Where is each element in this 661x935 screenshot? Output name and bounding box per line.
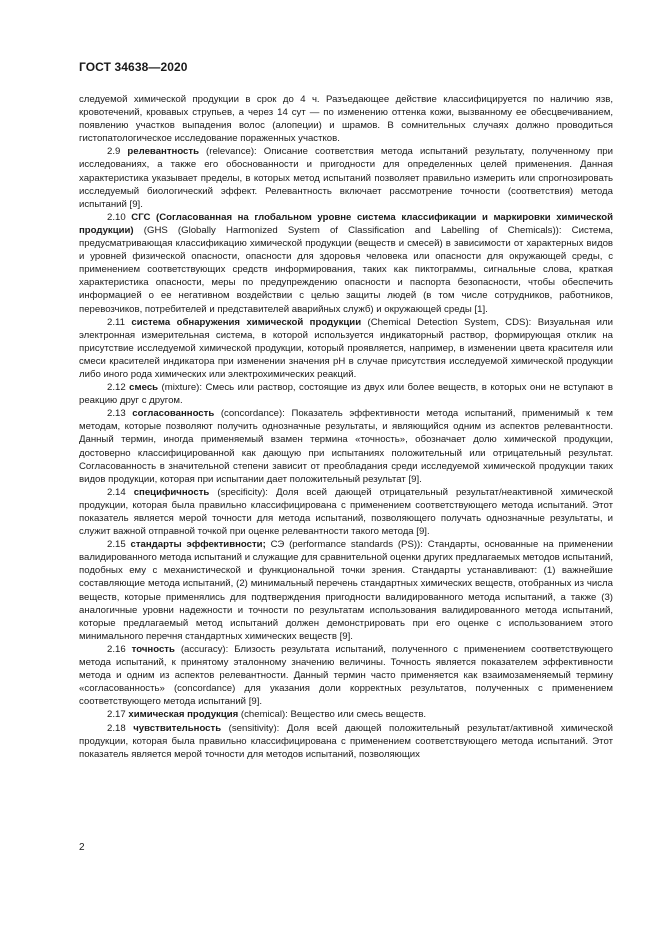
clause-number: 2.17: [107, 709, 126, 721]
standard-header: ГОСТ 34638—2020: [79, 60, 188, 74]
term-definition: [79, 486, 613, 538]
term-definition: [79, 316, 613, 381]
definition-text: (Chemical Detection System, CDS): Визуальная или электронная измерительная система, в которой используется индикаторный раствор, формирующая отклик на присутствие исследуемой химической продукции, который проявляется, например, в изменении цвета красителя или смеси красителей индикатора при изменении значения pH в случае присутствия исследуемой химической продукции либо иного рода химических или электрохимических реакций.: [79, 316, 613, 380]
term-definition: [79, 708, 613, 721]
document-body: [79, 93, 613, 761]
term-definition: [79, 145, 613, 210]
clause-number: 2.13: [107, 408, 126, 420]
term-name: точность: [131, 643, 175, 655]
term-definition: [79, 211, 613, 316]
term-name: СГС (Согласованная на глобальном уровне система классификации и маркировки химической продукции): [79, 211, 613, 236]
term-name: специфичность: [133, 486, 210, 498]
term-definition: [79, 722, 613, 761]
clause-number: 2.10: [107, 211, 126, 223]
term-name: релевантность: [127, 146, 199, 158]
term-definition: [79, 407, 613, 486]
definition-text: следуемой химической продукции в срок до 4 ч. Разъедающее действие классифицируется по наличию язв, кровотечений, кровавых струпьев, а через 14 сут — по изменению оттенка кожи, вызванному ее обесцвечиванием, появлению участков выпадения волос (алопеции) и шрамов. В сомнительных случаях должно проводиться гистопатологическое исследование пораженных участков.: [79, 94, 613, 145]
clause-number: 2.18: [107, 722, 126, 734]
definition-text: (specificity): Доля всей дающей отрицательный результат/неактивной химической продукции, которая была правильно классифицирована с применением соответствующего метода испытаний. Этот показатель является мерой точности для метода испытаний, позволяющего получать однозначные результаты, и служит важной отправной точкой при оценке релевантности такого метода [9].: [79, 486, 613, 538]
definition-text: СЭ (performance standards (PS)): Стандарты, основанные на применении валидированного метода испытаний и служащие для сравнительной оценки других предлагаемых методов испытаний, подобных ему с механистической и функциональной точки зрения. Стандарты устанавливают: (1) важнейшие составляющие метода испытаний, (2) минимальный перечень стандартных химических веществ, отобранных из числа веществ, которые применялись для подтверждения пригодности валидированного метода испытаний, а также (3) аналогичные уровни надежности и точности по результатам использования валидированного метода испытаний, которые предлагаемый метод испытаний должен демонстрировать при его оценке с использованием этого минимального перечня стандартных химических веществ [9].: [79, 539, 613, 642]
term-name: согласованность: [132, 408, 215, 420]
term-definition: [79, 381, 613, 407]
term-name: чувствительность: [133, 722, 222, 734]
definition-text: (mixture): Смесь или раствор, состоящие из двух или более веществ, в которых они не вступают в реакцию друг с другом.: [79, 382, 613, 407]
clause-number: 2.11: [107, 316, 125, 328]
clause-number: 2.15: [107, 539, 126, 551]
term-definition: [79, 643, 613, 708]
term-name: стандарты эффективности;: [130, 539, 266, 551]
definition-text: (sensitivity): Доля всей дающей положительный результат/активной химической продукции, которая была правильно классифицирована с применением соответствующего метода испытаний. Этот показатель является мерой точности для методов испытаний, позволяющих: [79, 722, 613, 760]
term-name: смесь: [129, 382, 159, 394]
term-name: химическая продукция: [128, 709, 239, 721]
definition-text: (GHS (Globally Harmonized System of Classification and Labelling of Chemicals)): Система, предусматривающая классификацию химической продукции (веществ и смесей) в зависимости от характерных видов и уровней физической опасности, опасности для здоровья человека или опасности для окружающей среды, с применением соответствующих средств информирования, таких как пиктограммы, сигнальные слова, краткая характеристика опасности, меры по предупреждению опасности и паспорта безопасности, чтобы обеспечить информацией о ее негативном воздействии с целью защиты людей (в том числе сотрудников, работников, перевозчиков, потребителей и представителей аварийных служб) и окружающей среды [1].: [79, 224, 613, 315]
definition-text: (concordance): Показатель эффективности метода испытаний, применимый к тем методам, которые позволяют получить однозначные результаты, и являющийся одним из аспектов релевантности. Данный термин, иногда применяемый взамен термина «точность», обозначает долю химической продукции, достоверно классифицированной как дающую при испытаниях положительный или отрицательный результат. Согласованность в значительной степени зависит от преобладания среди исследуемой химической продукции таких видов продукции, которая при испытании дает положительный результат [9].: [79, 408, 613, 485]
clause-number: 2.14: [107, 486, 126, 498]
definition-text: (chemical): Вещество или смесь веществ.: [238, 709, 427, 721]
clause-number: 2.12: [107, 382, 126, 394]
clause-number: 2.16: [107, 643, 126, 655]
definition-text: (relevance): Описание соответствия метода испытаний результату, полученному при исследованиях, а также его обоснованности и пригодности для определенных целей применения. Данная характеристика указывает пределы, в которых метод испытаний позволяет правильно измерить или спрогнозировать исследуемый биологический эффект. Релевантность включает рассмотрение точности (соответствия) метода испытаний [9].: [79, 146, 613, 210]
continued-paragraph: [79, 93, 613, 145]
term-name: система обнаружения химической продукции: [131, 316, 362, 328]
clause-number: 2.9: [107, 146, 121, 158]
definition-text: (accuracy): Близость результата испытаний, полученного с применением соответствующего метода испытаний, к принятому эталонному значению величины. Точность является показателем эффективности метода и одним из аспектов релевантности. Данный термин часто применяется как взаимозаменяемый термину «согласованность» (concordance) для указания доли корректных результатов, полученных с применением соответствующего метода испытаний [9].: [79, 643, 613, 708]
page-number: 2: [79, 842, 85, 853]
term-definition: [79, 538, 613, 643]
